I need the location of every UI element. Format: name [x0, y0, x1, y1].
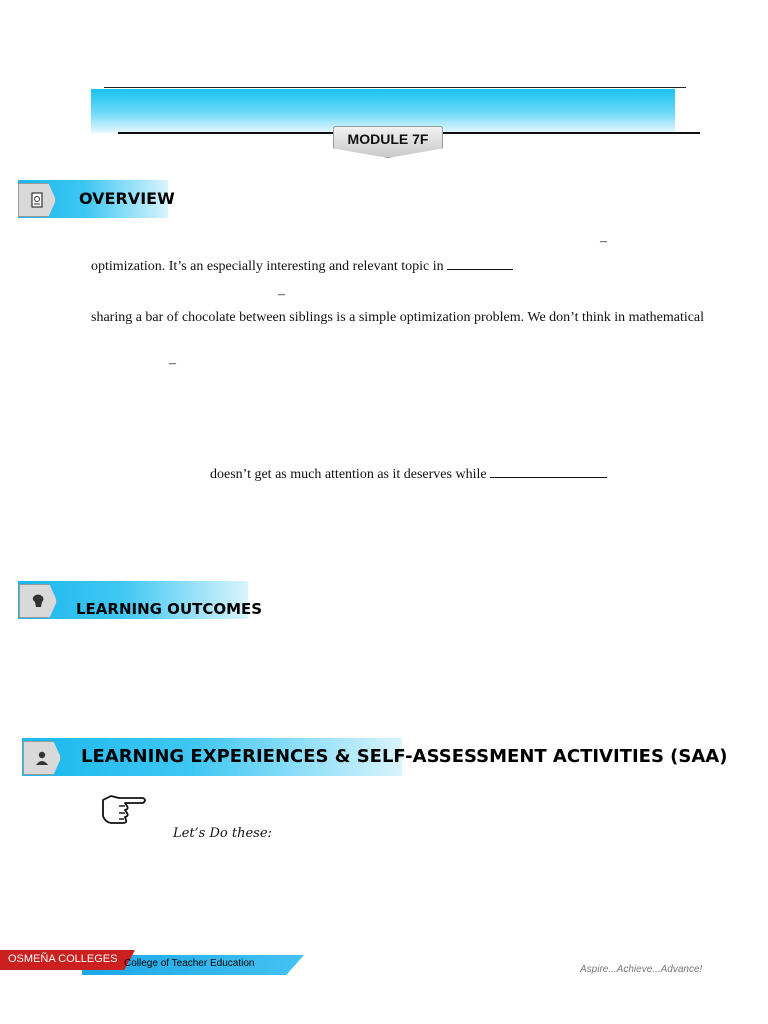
- header-top-rule: [104, 87, 686, 88]
- footer-college-name: OSMEÑA COLLEGES: [8, 953, 118, 965]
- brain-icon: [29, 592, 47, 610]
- learning-experiences-icon-chip: [23, 741, 61, 775]
- overview-icon-chip: [18, 183, 56, 217]
- learning-outcomes-icon-chip: [19, 584, 57, 618]
- module-label: MODULE 7F: [347, 131, 429, 147]
- overview-line-1-text: optimization. It’s an especially interesting and relevant topic in: [91, 259, 444, 274]
- fill-in-blank: [490, 465, 607, 478]
- overview-dash: –: [600, 234, 607, 249]
- lets-do-these-label: Let’s Do these:: [173, 826, 272, 841]
- person-icon: [33, 749, 51, 767]
- overview-dash: –: [278, 287, 285, 302]
- document-icon: [28, 191, 46, 209]
- overview-line-3-text: doesn’t get as much attention as it deserves while: [210, 467, 487, 482]
- footer-tagline: Aspire...Achieve...Advance!: [580, 964, 703, 975]
- overview-line-2: sharing a bar of chocolate between siblings is a simple optimization problem. We don’t think in mathematical: [91, 310, 705, 325]
- overview-line-1: [91, 257, 513, 275]
- overview-dash: –: [169, 356, 176, 371]
- learning-experiences-title: LEARNING EXPERIENCES & SELF-ASSESSMENT ACTIVITIES (SAA): [81, 746, 728, 767]
- fill-in-blank: [447, 257, 513, 270]
- pointing-hand-icon: [97, 786, 149, 830]
- overview-line-3: [210, 465, 607, 483]
- overview-title: OVERVIEW: [79, 189, 175, 208]
- footer-department-name: College of Teacher Education: [124, 958, 255, 969]
- learning-outcomes-title: LEARNING OUTCOMES: [76, 600, 263, 618]
